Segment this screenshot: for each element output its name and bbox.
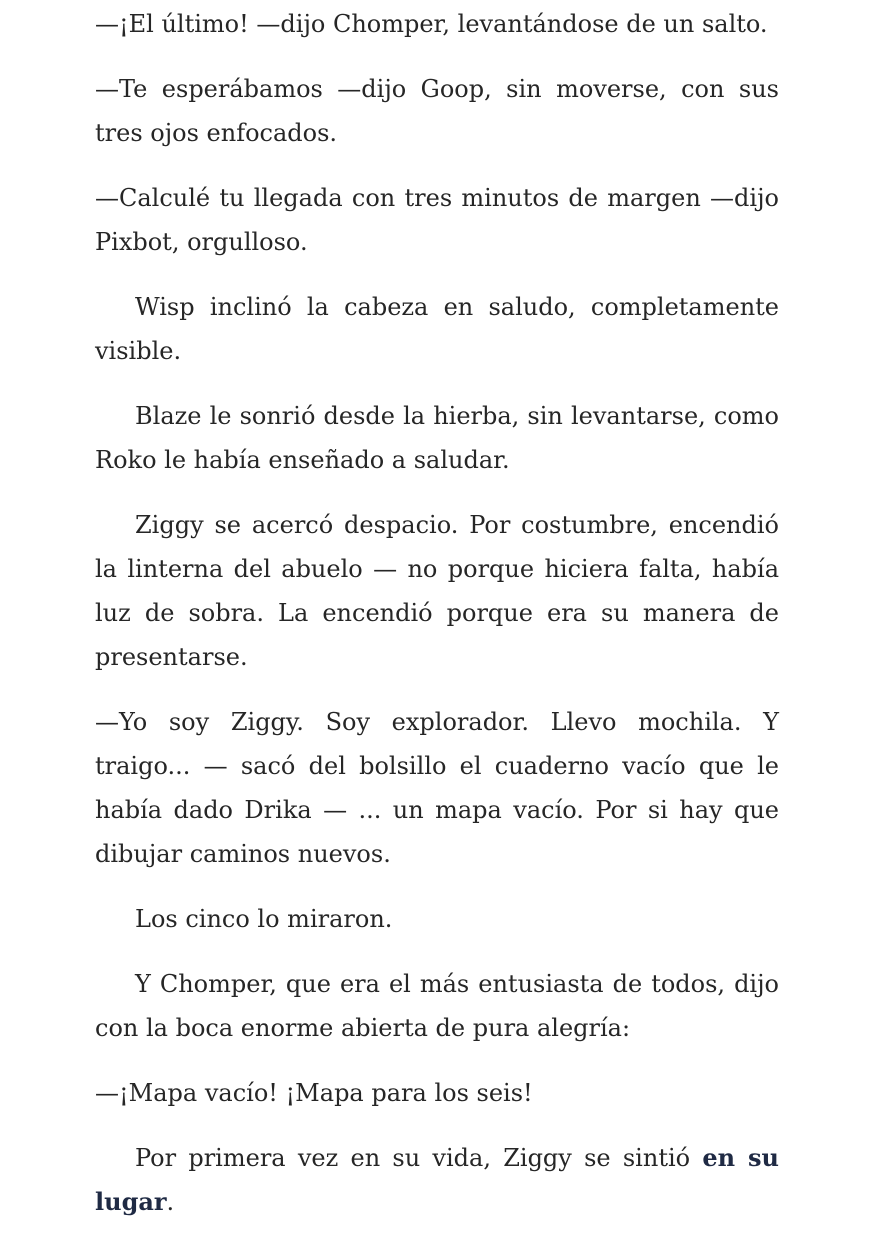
paragraph-7: —Yo soy Ziggy. Soy explorador. Llevo mochila. Y traigo... — sacó del bolsillo el cuaderno vacío que le había dado Drika — ... un mapa vacío. Por si hay que dibujar caminos nuevos.	[95, 708, 779, 868]
paragraph-6: Ziggy se acercó despacio. Por costumbre, encendió la linterna del abuelo — no porque hiciera falta, había luz de sobra. La encendió porque era su manera de presentarse.	[95, 511, 779, 671]
paragraph-3: —Calculé tu llegada con tres minutos de margen —dijo Pixbot, orgulloso.	[95, 184, 779, 256]
paragraph-4: Wisp inclinó la cabeza en saludo, completamente visible.	[95, 293, 779, 365]
paragraph-10: —¡Mapa vacío! ¡Mapa para los seis!	[95, 1079, 533, 1107]
paragraph-5: Blaze le sonrió desde la hierba, sin levantarse, como Roko le había enseñado a saludar.	[95, 402, 779, 474]
final-text-before: Por primera vez en su vida, Ziggy se sintió	[135, 1144, 703, 1172]
final-emphasis: en su lugar	[95, 1143, 779, 1216]
paragraph-final	[95, 1136, 779, 1224]
paragraph-1: —¡El último! —dijo Chomper, levantándose de un salto.	[95, 10, 768, 38]
paragraph-8: Los cinco lo miraron.	[135, 905, 393, 933]
paragraph-2: —Te esperábamos —dijo Goop, sin moverse, con sus tres ojos enfocados.	[95, 75, 779, 147]
final-text-after: .	[166, 1188, 175, 1216]
book-page	[95, 2, 779, 1245]
paragraph-9: Y Chomper, que era el más entusiasta de todos, dijo con la boca enorme abierta de pura alegría:	[95, 970, 779, 1042]
